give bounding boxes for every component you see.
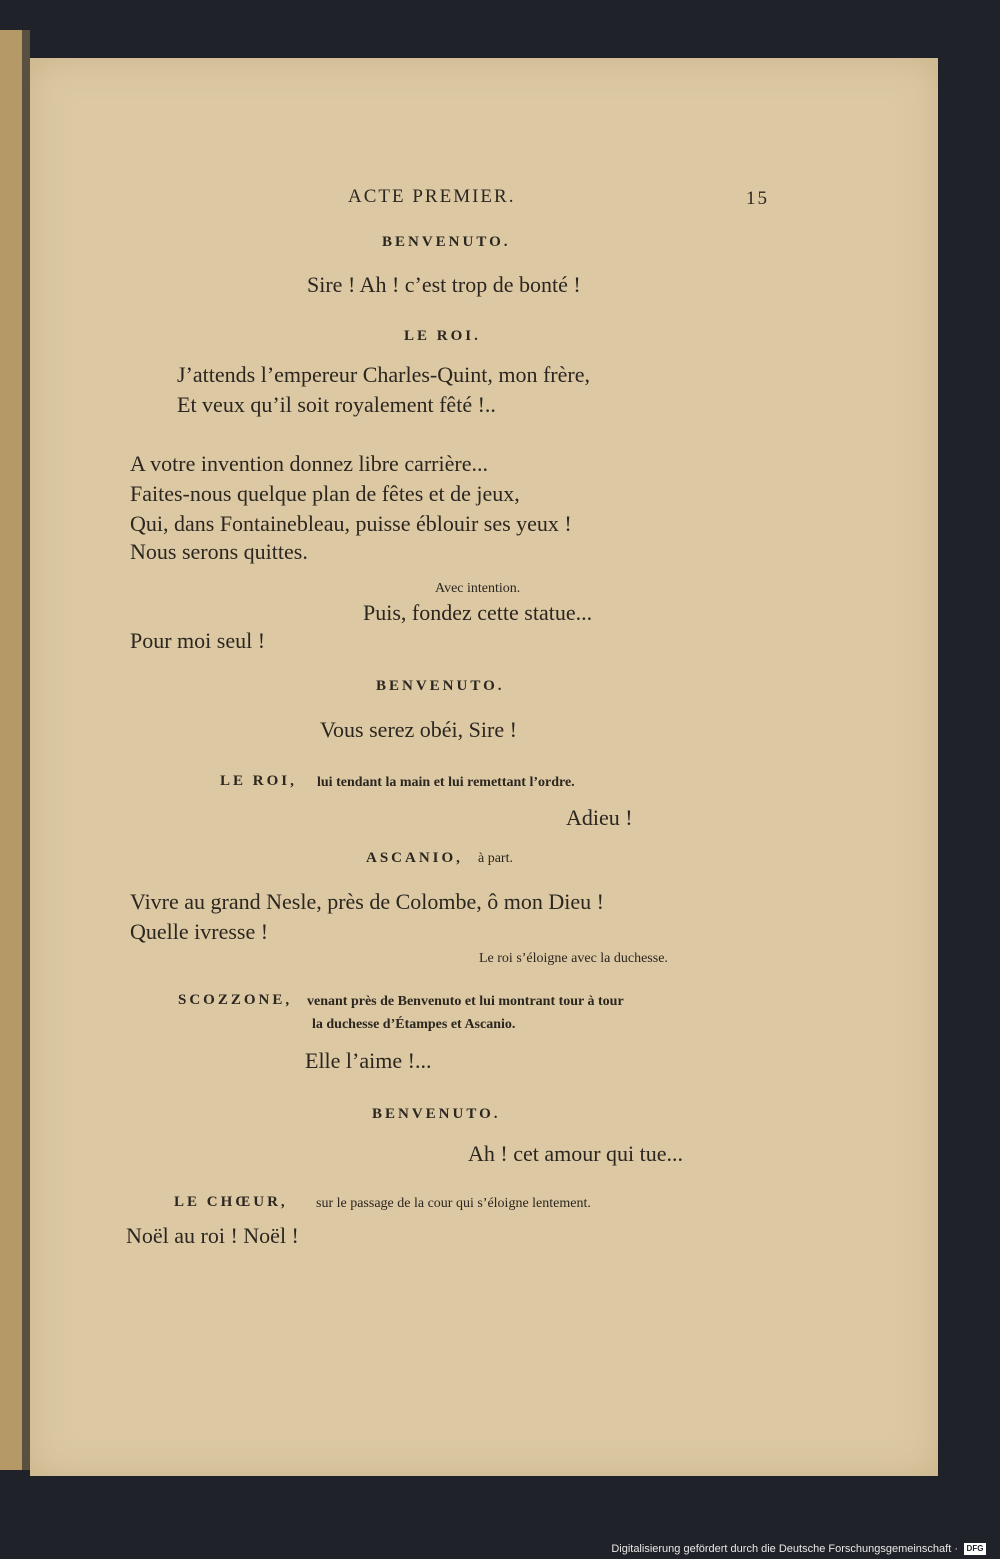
stage-direction: à part.: [478, 851, 513, 866]
verse-line: Qui, dans Fontainebleau, puisse éblouir ses yeux !: [130, 511, 572, 536]
speaker-le-roi: LE ROI.: [404, 328, 481, 344]
speaker-le-roi: LE ROI,: [220, 773, 297, 789]
stage-direction: Avec intention.: [435, 581, 521, 596]
book-edge-shadow: [22, 30, 30, 1470]
book-edge: [0, 30, 22, 1470]
stage-direction: Le roi s’éloigne avec la duchesse.: [479, 951, 668, 966]
verse-line: Vous serez obéi, Sire !: [320, 717, 517, 742]
verse-line: J’attends l’empereur Charles-Quint, mon frère,: [177, 362, 590, 387]
speaker-benvenuto: BENVENUTO.: [372, 1106, 501, 1122]
verse-line: Adieu !: [566, 805, 633, 830]
verse-line: A votre invention donnez libre carrière...: [130, 451, 488, 476]
digitization-credit: Digitalisierung gefördert durch die Deutsche Forschungsgemeinschaft ·: [611, 1543, 958, 1555]
stage-direction: venant près de Benvenuto et lui montrant tour à tour: [307, 994, 624, 1009]
verse-line: Elle l’aime !...: [305, 1048, 432, 1073]
verse-line: Pour moi seul !: [130, 628, 266, 653]
verse-line: Puis, fondez cette statue...: [363, 600, 593, 625]
verse-line: Et veux qu’il soit royalement fêté !..: [177, 392, 496, 417]
running-header: ACTE PREMIER.: [348, 186, 516, 207]
stage-direction: lui tendant la main et lui remettant l’ordre.: [317, 775, 575, 790]
verse-line: Ah ! cet amour qui tue...: [468, 1141, 684, 1166]
verse-line: Faites-nous quelque plan de fêtes et de jeux,: [130, 481, 520, 506]
page-sheet: [30, 58, 938, 1476]
speaker-benvenuto: BENVENUTO.: [382, 234, 511, 250]
speaker-scozzone: SCOZZONE,: [178, 992, 293, 1008]
page-number: 15: [746, 188, 769, 209]
speaker-ascanio: ASCANIO,: [366, 850, 463, 866]
verse-line: Nous serons quittes.: [130, 539, 308, 564]
dfg-logo: DFG: [964, 1543, 986, 1555]
stage-direction: la duchesse d’Étampes et Ascanio.: [312, 1017, 516, 1032]
verse-line: Quelle ivresse !: [130, 919, 269, 944]
verse-line: Vivre au grand Nesle, près de Colombe, ô mon Dieu !: [130, 889, 604, 914]
speaker-le-choeur: LE CHŒUR,: [174, 1194, 288, 1210]
verse-line: Sire ! Ah ! c’est trop de bonté !: [307, 272, 581, 297]
stage-direction: sur le passage de la cour qui s’éloigne lentement.: [316, 1196, 591, 1211]
verse-line: Noël au roi ! Noël !: [126, 1223, 299, 1248]
speaker-benvenuto: BENVENUTO.: [376, 678, 505, 694]
